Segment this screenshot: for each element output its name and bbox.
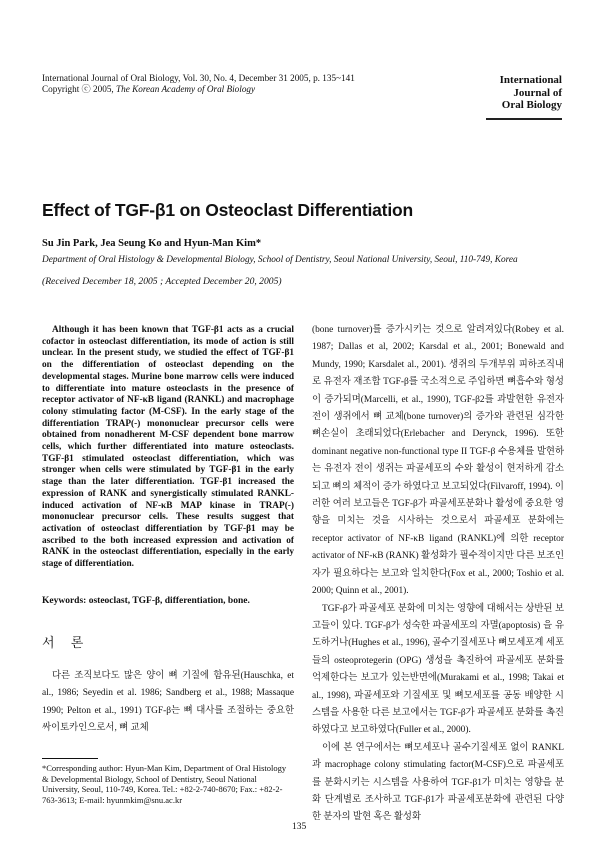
author-list: Su Jin Park, Jea Seung Ko and Hyun-Man Kim*	[42, 238, 262, 249]
right-column	[312, 322, 564, 827]
journal-box-rule	[486, 118, 562, 120]
journal-citation: International Journal of Oral Biology, Vol. 30, No. 4, December 31 2005, p. 135~141	[42, 73, 355, 83]
section-heading-introduction: 서 론	[42, 636, 90, 651]
journal-name-box	[486, 74, 562, 112]
body-paragraph: (bone turnover)를 증가시키는 것으로 알려져있다(Robey et al. 1987; Dallas et al, 2002; Karsdal et al., 2001; Bonewald and Mundy, 1990; Karsdalet al., 2001). 생쥐의 두개부위 피하조직내로 유전자 재조합 TGF-β를 국소적으로 주입하면 뼈흡수와 형성이 증가되며(Marcelli, et al., 1990), TGF-β2를 과발현한 유전자 전이 생쥐에서 뼈 교체(bone turnover)의 증가와 관련된 심각한 뼈손실이 초래되었다(Erlebacher and Derynck, 1996). 또한 dominant negative non-functional type II TGF-β 수용체를 발현하는 유전자 전이 생쥐는 파골세포의 수와 활성이 현저하게 감소되고 뼈의 체적이 증가 하였다고 보고되었다(Filvaroff, 1994). 이러한 여러 보고들은 TGF-β가 파골세포분화나 활성에 중요한 영향을 미치는 것을 시사하는 것으로서 파골세포 분화에는 receptor activator of NF-κB ligand (RANKL)에 의한 receptor activator of NF-κB (RANK) 활성화가 필수적이지만 다른 보조인자가 필요하다는 보고와 일치한다(Fox et al., 2000; Toshio et al. 2000; Quinn et al., 2001).	[312, 325, 564, 597]
body-paragraph: 이에 본 연구에서는 뼈모세포나 골수기질세포 없이 RANKL과 macrophage colony stimulating factor(M-CSF)으로 파골세포를 분화시키는 시스템을 사용하여 TGF-β1가 미치는 영향을 분화 단계별로 조사하고 TGF-β1가 파골세포분화에 관련된 다양한 분자의 발현 혹은 활성화	[312, 742, 564, 823]
body-paragraph: TGF-β가 파골세포 분화에 미치는 영향에 대해서는 상반된 보고들이 있다. TGF-β가 성숙한 파골세포의 자멸(apoptosis) 을 유도하거나(Hughes et al., 1996), 골수기질세포나 뼈모세포계 세포들의 osteoprotegerin (OPG) 생성을 촉진하여 파골세포 분화를 억제한다는 보고가 있는반면에(Murakami et al., 1998; Takai et al., 1998), 파골세포와 기질세포 및 뼈모세포를 공동 배양한 시스템을 사용한 다른 보고에서는 TGF-β가 파골세포 분화를 촉진하였다고 보고하였다(Fuller et al., 2000).	[312, 603, 564, 736]
page-number: 135	[292, 822, 307, 832]
journal-name-line-3: Oral Biology	[501, 99, 562, 111]
copyright-org: The Korean Academy of Oral Biology	[116, 84, 256, 94]
journal-name-line-2: Journal of	[513, 86, 562, 99]
journal-name-line-1: International	[499, 74, 562, 86]
footnote-rule	[42, 758, 98, 759]
copyright-line	[42, 84, 462, 95]
intro-paragraph-left: 다른 조직보다도 많은 양이 뼈 기질에 함유된(Hauschka, et al., 1986; Seyedin et al. 1986; Sandberg et al., 1988; Massaque 1990; Pelton et al., 1991) TGF-β는 뼈 대사를 조절하는 중요한 싸이토카인으로서, 뼈 교체	[42, 671, 294, 734]
corresponding-author-footnote: *Corresponding author: Hyun-Man Kim, Department of Oral Histology & Developmental Biology, School of Dentistry, Seoul National University, Seoul, 110-749, Korea. Tel.: +82-2-740-8670; Fax.: +82-2-763-3613; E-mail: hyunmkim@snu.ac.kr	[42, 763, 287, 805]
abstract: Although it has been known that TGF-β1 acts as a crucial cofactor in osteoclast differentiation, its mode of action is still unclear. In the present study, we studied the effect of TGF-β1 on the differentiation of osteoclast depending on the developmental stages. Murine bone marrow cells were induced to differentiate into mature osteoclasts in the presence of receptor activator of NF-κB ligand (RANKL) and macrophage colony stimulating factor (M-CSF). In the early stage of the differentiation TRAP(-) mononuclear precursor cells were obtained from nonadherent M-CSF dependent bone marrow cells, which further differentiated into mature osteoclasts. TGF-β1 stimulated osteoclast differentiation, which was stronger when cells were stimulated by TGF-β1 in the early stage than the later differentiation. TGF-β1 increased the expression of RANK and synergistically stimulated RANKL-induced activation of NF-κB MAP kinase in TRAP(-) mononuclear precursor cells. These results suggest that activation of osteoclast differentiation by TGF-β1 may be ascribed to the both increased expression and activation of RANK in the osteoclast differentiation, especially in the early stage of differentiation.	[42, 325, 294, 570]
article-title: Effect of TGF-β1 on Osteoclast Differentiation	[42, 200, 413, 220]
journal-header	[42, 73, 462, 95]
received-dates: (Received December 18, 2005 ; Accepted December 20, 2005)	[42, 276, 282, 287]
author-affiliation: Department of Oral Histology & Developmental Biology, School of Dentistry, Seoul National University, Seoul, 110-749, Korea	[42, 255, 518, 265]
copyright-prefix: Copyright ⓒ 2005,	[42, 84, 117, 94]
keywords: Keywords: osteoclast, TGF-β, differentiation, bone.	[42, 596, 250, 606]
